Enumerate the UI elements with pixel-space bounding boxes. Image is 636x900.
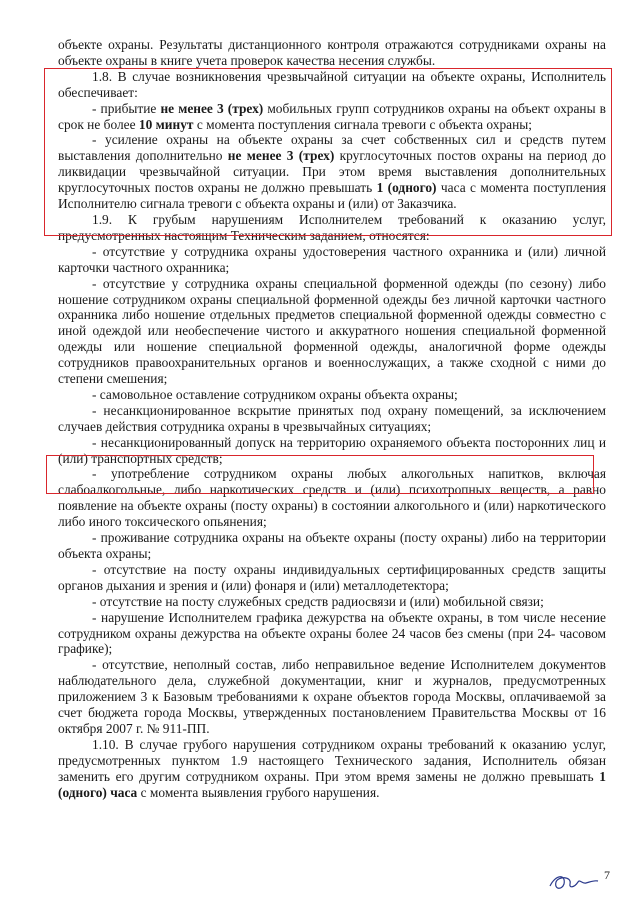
- paragraph-top: объекте охраны. Результаты дистанционного контроля отражаются сотрудниками охраны на объекте охраны в книге учета проверок качества несения службы.: [58, 37, 606, 68]
- list-item: - отсутствие, неполный состав, либо неправильное ведение Исполнителем документов наблюдательного дела, служебной документации, книг и журналов, предусмотренных приложением 3 к Базовым требованиями к охране объектов города Москвы, оплачиваемой за счет бюджета города Москвы, утвержденных постановлением Правительства Москвы от 16 октября 2007 г. № 911-ПП.: [58, 657, 606, 736]
- page-number: 7: [604, 868, 610, 882]
- paragraph-1-10: 1.10. В случае грубого нарушения сотрудником охраны требований к оказанию услуг, предусмотренных пунктом 1.9 настоящего Технического задания, Исполнитель обязан заменить его другим сотрудником охраны. При этом время замены не должно превышать 1 (одного) часа с момента выявления грубого нарушения.: [58, 736, 606, 800]
- list-item: - самовольное оставление сотрудником охраны объекта охраны;: [92, 386, 458, 402]
- list-item: - отсутствие на посту охраны индивидуальных сертифицированных средств защиты органов дыхания и зрения и (или) фонаря и (или) металлодетектора;: [58, 561, 606, 593]
- paragraph-1-9-intro: 1.9. К грубым нарушениям Исполнителем требований к оказанию услуг, предусмотренных настоящим Техническим заданием, относятся:: [58, 211, 606, 243]
- list-item: - отсутствие у сотрудника охраны удостоверения частного охранника и (или) личной карточки частного охранника;: [58, 243, 606, 275]
- list-item: - нарушение Исполнителем графика дежурства на объекте охраны, в том числе несение сотрудником охраны дежурства на объекте охраны более 24 часов без смены (при 24- часовом графике);: [58, 609, 606, 657]
- paragraph-1-8-intro: 1.8. В случае возникновения чрезвычайной ситуации на объекте охраны, Исполнитель обеспечивает:: [58, 68, 606, 100]
- list-item: - употребление сотрудником охраны любых алкогольных напитков, включая слабоалкогольные, либо наркотических средств и (или) психотропных веществ, а равно появление на объекте охраны (посту охраны) в состоянии алкогольного и (или) наркотического либо иного токсического опьянения;: [58, 466, 606, 530]
- list-item: - несанкционированный допуск на территорию охраняемого объекта посторонних лиц и (или) транспортных средств;: [58, 434, 606, 466]
- list-item: - несанкционированное вскрытие принятых под охрану помещений, за исключением случаев действия сотрудника охраны в чрезвычайных ситуациях;: [58, 402, 606, 434]
- highlight-box-unauthorized-access: [46, 455, 594, 494]
- highlight-box-section-1-8: [44, 68, 612, 236]
- signature-icon: [546, 870, 602, 894]
- list-item: - отсутствие на посту служебных средств радиосвязи и (или) мобильной связи;: [92, 593, 544, 609]
- paragraph-1-8-item-b: - усиление охраны на объекте охраны за счет собственных сил и средств путем выставления дополнительно не менее 3 (трех) круглосуточных постов охраны на период до ликвидации чрезвычайной ситуации. При этом время выставления дополнительных круглосуточных постов охраны не должно превышать 1 (одного) часа с момента поступления Исполнителю сигнала тревоги с объекта охраны и (или) от Заказчика.: [58, 132, 607, 212]
- list-item: - отсутствие у сотрудника охраны специальной форменной одежды (по сезону) либо ношение сотрудником охраны специальной форменной одежды без личной карточки частного охранника либо ношение отдельных предметов специальной форменной одежды совместно с иной одеждой или необеспечение чистого и аккуратного ношения специальной форменной одежды или ношение специальной форменной одежды, аналогичной форме одежды сотрудников правоохранительных органов и военнослужащих, а также сходной с ними до степени смешения;: [58, 275, 606, 387]
- list-item: - проживание сотрудника охраны на объекте охраны (посту охраны) либо на территории объекта охраны;: [58, 530, 606, 561]
- paragraph-1-8-item-a: - прибытие не менее 3 (трех) мобильных групп сотрудников охраны на объект охраны в срок не более 10 минут с момента поступления сигнала тревоги с объекта охраны;: [58, 100, 606, 132]
